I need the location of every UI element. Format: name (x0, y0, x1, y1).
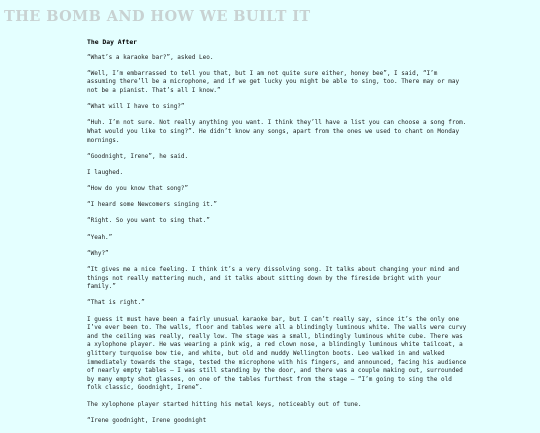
story-paragraph: The xylophone player started hitting his metal keys, noticeably out of tune. (87, 400, 362, 408)
story-paragraph: I guess it must have been a fairly unusual karaoke bar, but I can’t really say, since it’s the only one I’ve ever been to. The walls, floor and tables were all a blindingly luminous white. The walls were curvy and the ceiling was really, really low. The stage was a small, blindingly luminous white cube. There was a xylophone player. He was wearing a pink wig, a red clown nose, a blindingly luminous white tailcoat, a glittery turquoise bow tie, and white, but old and muddy Wellington boots. Leo walked in and walked immediately towards the stage, tested the microphone with his fingers, and announced, facing his audience of nearly empty tables – I was still standing by the door, and there was a couple making out, surrounded by many empty shot glasses, on one of the tables furthest from the stage – “I’m going to sing the old folk classic, Goodnight, Irene”. (87, 315, 467, 392)
story-paragraph: “Huh. I’m not sure. Not really anything you want. I think they’ll have a list you can choose a song from. What would you like to sing?”. He didn’t know any songs, apart from the ones we used to chant on Monday mornings. (87, 119, 467, 144)
story-paragraph: “Why?” (87, 249, 109, 257)
story-paragraph: “How do you know that song?” (87, 185, 189, 193)
story-paragraph: “It gives me a nice feeling. I think it’s a very dissolving song. It talks about changing your mind and things not really mattering much, and it talks about sitting down by the fireside bright with your family.” (87, 266, 460, 291)
story-paragraph: “What’s a karaoke bar?”, asked Leo. (87, 53, 214, 61)
story-paragraph: “I heard some Newcomers singing it.” (87, 201, 218, 209)
story-paragraph: “Right. So you want to sing that.” (87, 217, 210, 225)
story-content (87, 38, 467, 433)
story-paragraph: I laughed. (87, 168, 124, 176)
story-paragraph: “Irene goodnight, Irene goodnight (87, 416, 207, 424)
story-paragraph: “Yeah.” (87, 233, 113, 241)
site-title[interactable]: THE BOMB AND HOW WE BUILT IT (4, 8, 311, 25)
story-title: The Day After (87, 38, 138, 46)
story-paragraph: “Well, I’m embarrassed to tell you that, but I am not quite sure either, honey bee”, I said, “I’m assuming there’ll be a microphone, and if we get lucky you might be able to sing, too. There may or may not be a pianist. That’s all I know.” (87, 69, 460, 94)
story-paragraph: “What will I have to sing?” (87, 103, 185, 111)
story-paragraph: “Goodnight, Irene”, he said. (87, 152, 189, 160)
story-paragraph: “That is right.” (87, 299, 145, 307)
